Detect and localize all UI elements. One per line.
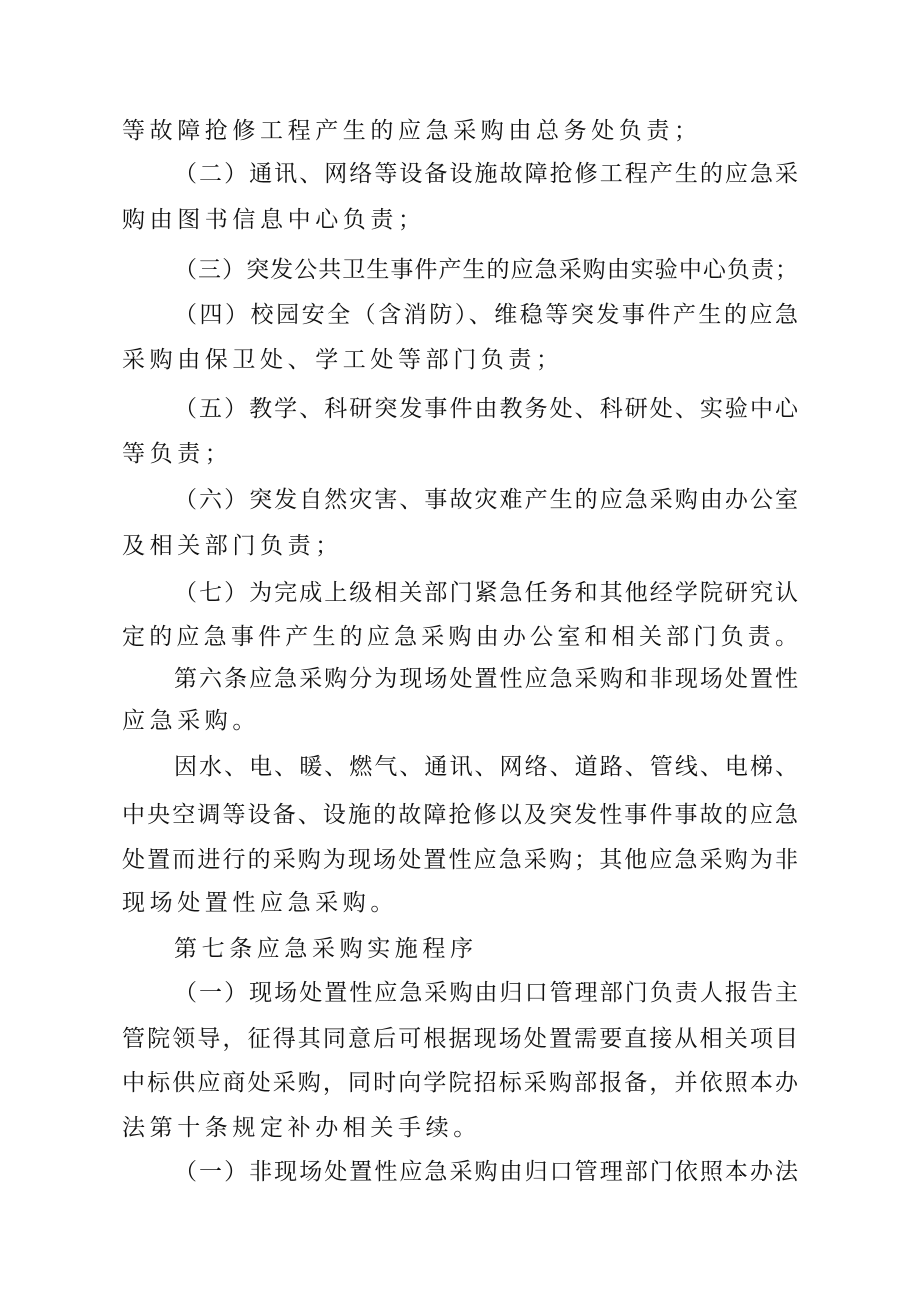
text-line: （四）校园安全（含消防）、维稳等突发事件产生的应急	[174, 302, 798, 328]
text-line: （二）通讯、网络等设备设施故障抢修工程产生的应急采	[174, 161, 798, 187]
text-line: （一）现场处置性应急采购由归口管理部门负责人报告主	[174, 980, 798, 1006]
text-line: 定的应急事件产生的应急采购由办公室和相关部门负责。	[122, 624, 798, 650]
text-line: 管院领导，征得其同意后可根据现场处置需要直接从相关项目	[122, 1026, 798, 1052]
text-line: 第六条应急采购分为现场处置性应急采购和非现场处置性	[174, 666, 798, 692]
text-line: 处置而进行的采购为现场处置性应急采购；其他应急采购为非	[122, 847, 798, 873]
text-line: 等负责；	[122, 441, 233, 467]
text-line: 采购由保卫处、学工处等部门负责；	[122, 347, 564, 373]
text-line: 第七条应急采购实施程序	[174, 936, 478, 962]
text-line: 等故障抢修工程产生的应急采购由总务处负责；	[122, 118, 702, 144]
text-line: （五）教学、科研突发事件由教务处、科研处、实验中心	[174, 396, 798, 422]
text-line: 现场处置性应急采购。	[122, 890, 398, 916]
text-line: （一）非现场处置性应急采购由归口管理部门依照本办法	[174, 1159, 798, 1185]
text-line: 及相关部门负责；	[122, 533, 343, 559]
text-line: （七）为完成上级相关部门紧急任务和其他经学院研究认	[174, 580, 798, 606]
text-line: （三）突发公共卫生事件产生的应急采购由实验中心负责；	[174, 257, 798, 283]
text-line: 购由图书信息中心负责；	[122, 207, 426, 233]
text-line: 中央空调等设备、设施的故障抢修以及突发性事件事故的应急	[122, 802, 798, 828]
text-line: 因水、电、暖、燃气、通讯、网络、道路、管线、电梯、	[174, 754, 798, 780]
text-line: 法第十条规定补办相关手续。	[122, 1115, 481, 1141]
text-line: （六）突发自然灾害、事故灾难产生的应急采购由办公室	[174, 487, 798, 513]
text-line: 中标供应商处采购，同时向学院招标采购部报备，并依照本办	[122, 1070, 798, 1096]
text-line: 应急采购。	[122, 708, 260, 734]
